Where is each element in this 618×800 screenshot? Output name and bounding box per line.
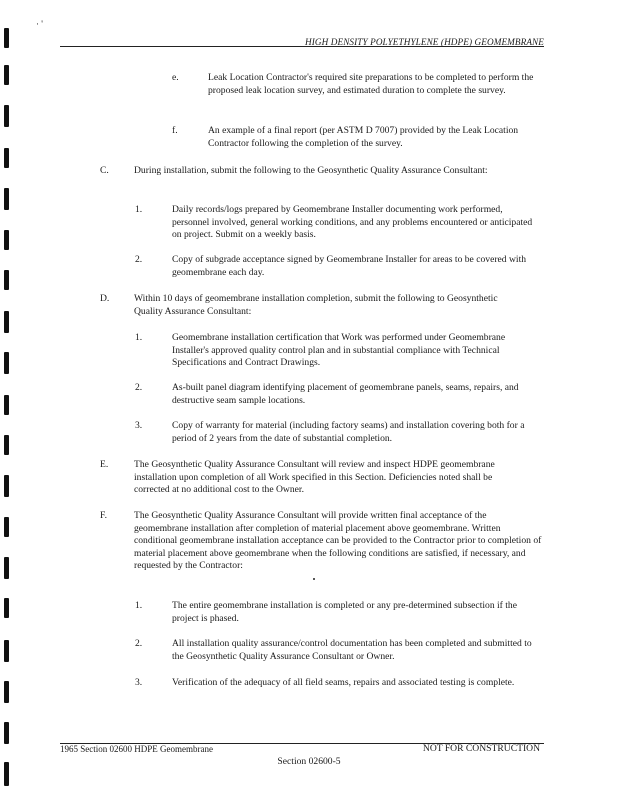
section-e-text: The Geosynthetic Quality Assurance Consultant will review and inspect HDPE geomembrane installation upon completion of all Work specified in this Section. Deficiencies noted shall be corrected at no additional cost to the Owner. xyxy=(134,459,495,496)
corner-scan-mark: · ' xyxy=(36,19,43,29)
section-d-item-3-label: 3. xyxy=(135,420,143,431)
section-f-label: F. xyxy=(100,510,107,521)
punch-mark xyxy=(4,230,9,250)
item-f-text: An example of a final report (per ASTM D 7007) provided by the Leak Location Contractor following the completion of the survey. xyxy=(208,125,519,149)
punch-mark xyxy=(4,28,9,48)
section-c-label: C. xyxy=(100,165,109,176)
punch-mark xyxy=(4,188,9,210)
punch-mark xyxy=(4,475,9,497)
section-f-item-1-label: 1. xyxy=(135,600,143,611)
section-d-item-2-label: 2. xyxy=(135,382,143,393)
scan-speck xyxy=(313,578,315,580)
section-f-item-3-text: Verification of the adequacy of all field seams, repairs and associated testing is complete. xyxy=(172,677,515,688)
footer-page-number: Section 02600-5 xyxy=(277,756,341,767)
punch-mark xyxy=(4,395,9,415)
item-e-label: e. xyxy=(172,72,179,83)
section-d-item-1-text: Geomembrane installation certification that Work was performed under Geomembrane Installer's approved quality control plan and in substantial compliance with Technical Specifications and Contract Drawings. xyxy=(172,332,506,369)
section-d-item-1-label: 1. xyxy=(135,332,143,343)
section-e-label: E. xyxy=(100,459,109,470)
section-c-text: During installation, submit the following to the Geosynthetic Quality Assurance Consultant: xyxy=(134,165,488,176)
punch-mark xyxy=(4,311,9,333)
section-d-item-2-text: As-built panel diagram identifying placement of geomembrane panels, seams, repairs, and destructive seam sample locations. xyxy=(172,382,519,406)
punch-mark xyxy=(4,517,9,537)
header-rule xyxy=(60,46,544,47)
section-f-item-2-label: 2. xyxy=(135,638,143,649)
footer-document-id: 1965 Section 02600 HDPE Geomembrane xyxy=(60,744,213,754)
item-f-label: f. xyxy=(172,125,178,136)
footer-not-for-construction: NOT FOR CONSTRUCTION xyxy=(422,743,540,754)
punch-mark xyxy=(4,640,9,662)
punch-mark xyxy=(4,352,9,374)
section-c-item-2-label: 2. xyxy=(135,254,143,265)
section-c-item-2-text: Copy of subgrade acceptance signed by Geomembrane Installer for areas to be covered with geomembrane each day. xyxy=(172,254,527,278)
section-d-label: D. xyxy=(100,293,110,304)
punch-mark xyxy=(4,148,9,168)
section-c-item-1-text: Daily records/logs prepared by Geomembrane Installer documenting work performed, personnel involved, general working conditions, and any problems encountered or anticipated on project. Submit on a weekly basis. xyxy=(172,204,533,241)
item-e-text: Leak Location Contractor's required site preparations to be completed to perform the proposed leak location survey, and estimated duration to complete the survey. xyxy=(208,72,534,96)
section-f-item-1-text: The entire geomembrane installation is completed or any pre-determined subsection if the project is phased. xyxy=(172,600,517,624)
punch-mark xyxy=(4,65,9,85)
page-header-title: HIGH DENSITY POLYETHYLENE (HDPE) GEOMEMBRANE xyxy=(305,37,544,47)
section-d-item-3-text: Copy of warranty for material (including factory seams) and installation covering both for a period of 2 years from the date of substantial completion. xyxy=(172,420,525,444)
section-f-item-2-text: All installation quality assurance/control documentation has been completed and submitted to the Geosynthetic Quality Assurance Consultant or Owner. xyxy=(172,638,532,662)
punch-mark xyxy=(4,598,9,618)
punch-mark xyxy=(4,681,9,703)
section-c-item-1-label: 1. xyxy=(135,204,143,215)
punch-mark xyxy=(4,722,9,744)
punch-mark xyxy=(4,105,9,127)
punch-mark xyxy=(4,270,9,290)
section-f-item-3-label: 3. xyxy=(135,677,143,688)
punch-mark xyxy=(4,557,9,579)
section-f-text: The Geosynthetic Quality Assurance Consultant will provide written final acceptance of the geomembrane installation after completion of material placement above geomembrane. Written conditional geomembrane installation acceptance can be provided to the Contractor prior to completion of material placement above geomembrane when the following conditions are satisfied, if necessary, and requested by the Contractor: xyxy=(134,510,542,572)
punch-mark xyxy=(4,435,9,455)
section-d-text: Within 10 days of geomembrane installation completion, submit the following to Geosynthetic Quality Assurance Consultant: xyxy=(134,293,498,317)
